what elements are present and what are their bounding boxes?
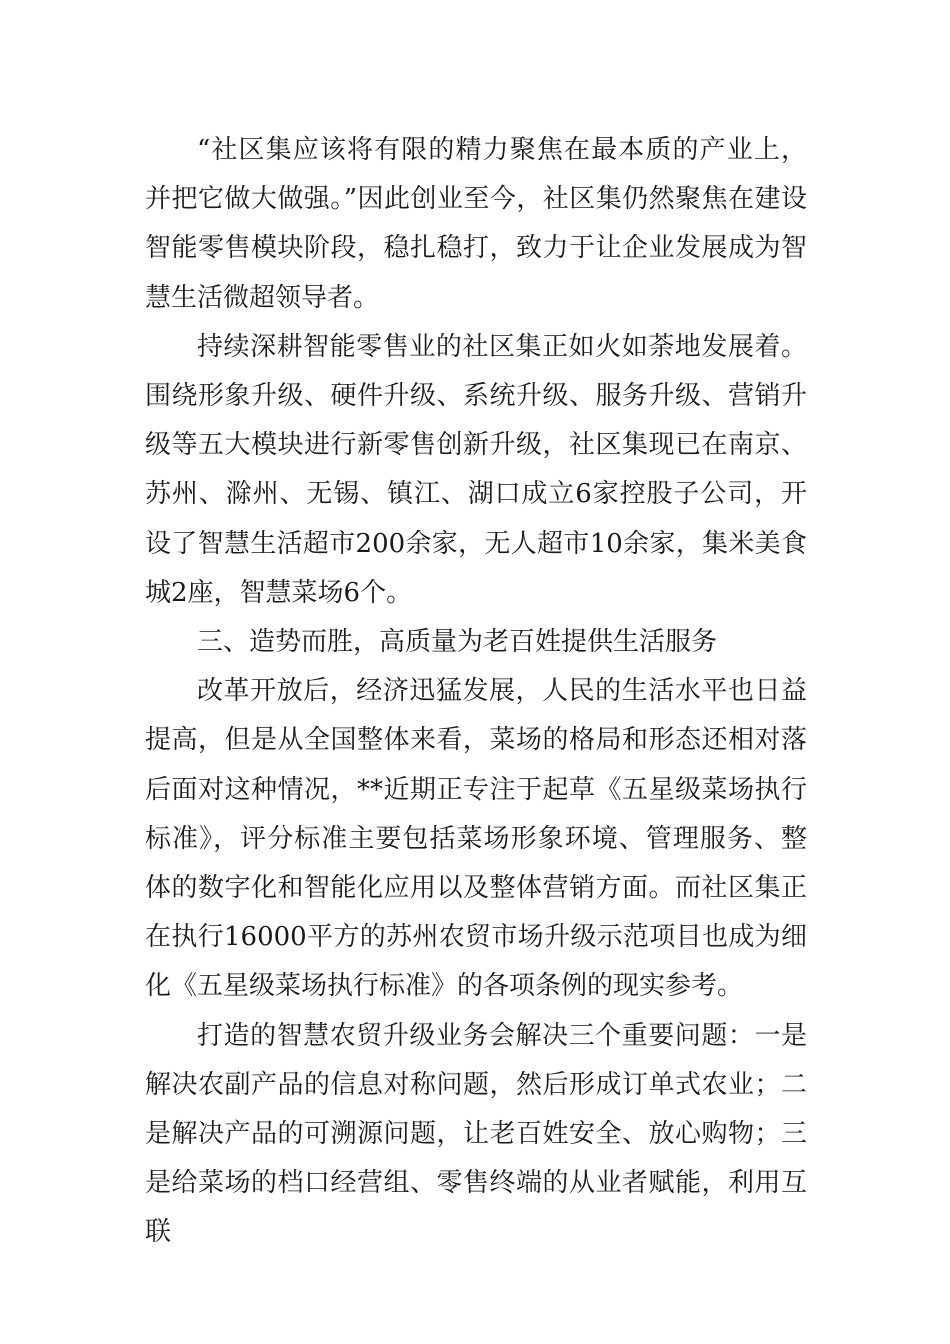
paragraph-2: 持续深耕智能零售业的社区集正如火如荼地发展着。围绕形象升级、硬件升级、系统升级、服务升级、营销升级等五大模块进行新零售创新升级，社区集现已在南京、苏州、滁州、无锡、镇江、湖口成立6家控股子公司，开设了智慧生活超市200余家，无人超市10余家，集米美食城2座，智慧菜场6个。: [145, 331, 807, 608]
paragraph-4: 打造的智慧农贸升级业务会解决三个重要问题：一是解决农副产品的信息对称问题，然后形成订单式农业；二是解决产品的可溯源问题，让老百姓安全、放心购物；三是给菜场的档口经营组、零售终端的从业者赋能，利用互联: [145, 1020, 807, 1248]
paragraph-3: 改革开放后，经济迅猛发展，人民的生活水平也日益提高，但是从全国整体来看，菜场的格局和形态还相对落后面对这种情况，**近期正专注于起草《五星级菜场执行标准》，评分标准主要包括菜场形象环境、管理服务、整体的数字化和智能化应用以及整体营销方面。而社区集正在执行16000平方的苏州农贸市场升级示范项目也成为细化《五星级菜场执行标准》的各项条例的现实参考。: [145, 676, 807, 1002]
section-heading: 三、造势而胜，高质量为老百姓提供生活服务: [197, 627, 718, 658]
paragraph-1: “社区集应该将有限的精力聚焦在最本质的产业上，并把它做大做强。”因此创业至今，社区集仍然聚焦在建设智能零售模块阶段，稳扎稳打，致力于让企业发展成为智慧生活微超领导者。: [145, 135, 807, 313]
document-body: [145, 126, 807, 1258]
